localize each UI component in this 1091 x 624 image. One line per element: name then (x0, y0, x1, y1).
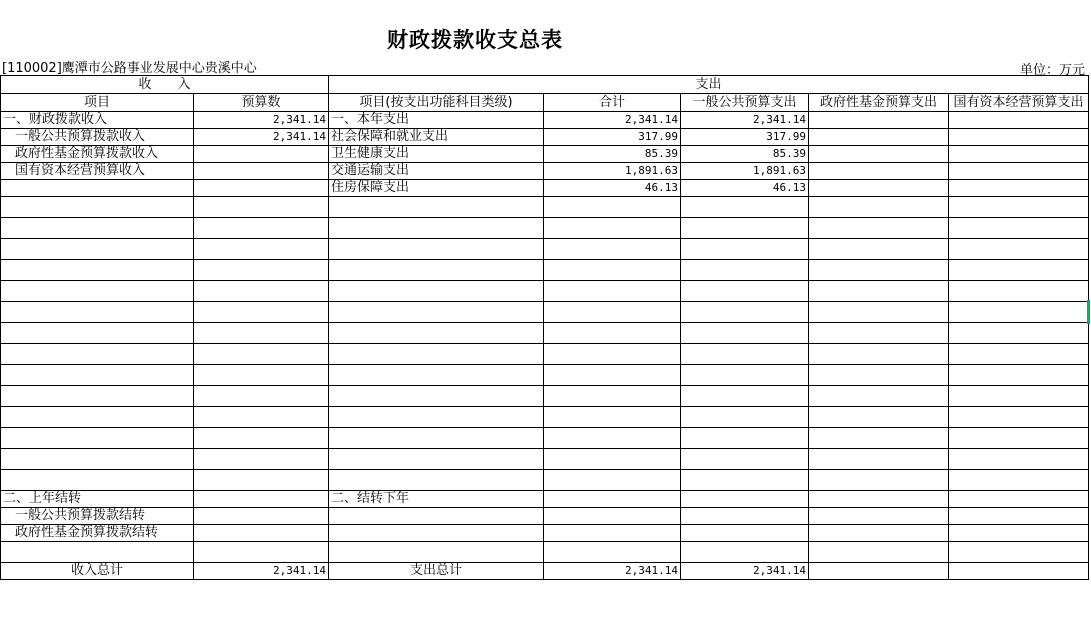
empty-row (1, 407, 1089, 428)
empty-cell[interactable] (809, 542, 949, 563)
cell-expense-item[interactable]: 社会保障和就业支出 (329, 129, 544, 146)
empty-cell[interactable] (1, 197, 194, 218)
empty-cell[interactable] (544, 218, 681, 239)
empty-cell[interactable] (809, 449, 949, 470)
empty-cell[interactable] (949, 239, 1089, 260)
empty-cell[interactable] (949, 428, 1089, 449)
empty-cell[interactable] (949, 260, 1089, 281)
empty-cell[interactable] (949, 491, 1089, 508)
empty-cell[interactable] (949, 302, 1089, 323)
empty-cell[interactable] (681, 218, 809, 239)
empty-cell[interactable] (681, 428, 809, 449)
cell-fund[interactable] (809, 163, 949, 180)
empty-cell[interactable] (194, 470, 329, 491)
cell-fund[interactable] (809, 146, 949, 163)
empty-cell[interactable] (809, 386, 949, 407)
empty-row (1, 365, 1089, 386)
empty-row (1, 197, 1089, 218)
carry-row (1, 508, 1089, 525)
empty-cell[interactable] (544, 542, 681, 563)
col-budget[interactable]: 预算数 (194, 94, 329, 112)
cell-total[interactable]: 1,891.63 (544, 163, 681, 180)
empty-cell[interactable] (544, 470, 681, 491)
empty-cell[interactable] (681, 449, 809, 470)
empty-cell[interactable] (949, 218, 1089, 239)
empty-cell[interactable] (544, 386, 681, 407)
empty-cell[interactable] (949, 365, 1089, 386)
empty-cell[interactable] (949, 407, 1089, 428)
empty-cell[interactable] (1, 323, 194, 344)
empty-cell[interactable] (544, 239, 681, 260)
empty-cell[interactable] (681, 491, 809, 508)
empty-cell[interactable] (809, 428, 949, 449)
empty-cell[interactable] (949, 563, 1089, 580)
empty-cell[interactable] (329, 218, 544, 239)
empty-cell[interactable] (809, 281, 949, 302)
empty-cell[interactable] (544, 260, 681, 281)
empty-cell[interactable] (194, 260, 329, 281)
empty-cell[interactable] (1, 449, 194, 470)
cell-budget[interactable] (194, 180, 329, 197)
empty-cell[interactable] (329, 525, 544, 542)
empty-cell[interactable] (194, 542, 329, 563)
empty-cell[interactable] (681, 302, 809, 323)
col-exp-item[interactable]: 项目(按支出功能科目类级) (329, 94, 544, 112)
table-row (1, 129, 1089, 146)
empty-cell[interactable] (681, 508, 809, 525)
empty-cell[interactable] (544, 525, 681, 542)
cell-budget[interactable]: 2,341.14 (194, 129, 329, 146)
empty-cell[interactable] (544, 344, 681, 365)
carry-income-title[interactable]: 二、上年结转 (1, 491, 194, 508)
empty-row (1, 281, 1089, 302)
cell-income-item[interactable] (1, 180, 194, 197)
empty-row (1, 428, 1089, 449)
income-total-label[interactable]: 收入总计 (1, 563, 194, 580)
col-general[interactable]: 一般公共预算支出 (681, 94, 809, 112)
header-row-1 (1, 76, 1089, 94)
empty-cell[interactable] (194, 218, 329, 239)
empty-row (1, 344, 1089, 365)
expense-general-total[interactable]: 2,341.14 (681, 563, 809, 580)
cell-state[interactable] (949, 129, 1089, 146)
empty-cell[interactable] (194, 281, 329, 302)
empty-cell[interactable] (194, 365, 329, 386)
empty-cell[interactable] (1, 365, 194, 386)
empty-cell[interactable] (1, 470, 194, 491)
empty-cell[interactable] (194, 525, 329, 542)
empty-cell[interactable] (329, 260, 544, 281)
unit-label: 单位：万元 (1019, 63, 1085, 78)
cell-general[interactable]: 1,891.63 (681, 163, 809, 180)
empty-cell[interactable] (809, 218, 949, 239)
empty-cell[interactable] (329, 542, 544, 563)
cell-expense-item[interactable]: 卫生健康支出 (329, 146, 544, 163)
empty-row (1, 470, 1089, 491)
empty-cell[interactable] (1, 407, 194, 428)
empty-cell[interactable] (329, 281, 544, 302)
cell-state[interactable] (949, 163, 1089, 180)
empty-cell[interactable] (809, 344, 949, 365)
carry-income-item[interactable]: 政府性基金预算拨款结转 (1, 525, 194, 542)
empty-cell[interactable] (544, 508, 681, 525)
cell-income-item[interactable]: 政府性基金预算拨款收入 (1, 146, 194, 163)
cell-total[interactable]: 46.13 (544, 180, 681, 197)
empty-cell[interactable] (544, 428, 681, 449)
cell-state[interactable] (949, 180, 1089, 197)
finance-table (0, 75, 1089, 580)
empty-cell[interactable] (681, 197, 809, 218)
cell-state[interactable] (949, 112, 1089, 129)
empty-cell[interactable] (1, 386, 194, 407)
col-fund[interactable]: 政府性基金预算支出 (809, 94, 949, 112)
empty-cell[interactable] (1, 542, 194, 563)
cell-income-item[interactable]: 一般公共预算拨款收入 (1, 129, 194, 146)
empty-cell[interactable] (194, 302, 329, 323)
empty-cell[interactable] (949, 470, 1089, 491)
cell-budget[interactable]: 2,341.14 (194, 112, 329, 129)
table-row (1, 146, 1089, 163)
empty-cell[interactable] (681, 525, 809, 542)
empty-cell[interactable] (194, 428, 329, 449)
empty-cell[interactable] (544, 302, 681, 323)
empty-cell[interactable] (1, 344, 194, 365)
empty-cell[interactable] (681, 407, 809, 428)
empty-cell[interactable] (329, 302, 544, 323)
carry-row (1, 525, 1089, 542)
table-row (1, 180, 1089, 197)
empty-cell[interactable] (949, 449, 1089, 470)
empty-cell[interactable] (681, 386, 809, 407)
empty-cell[interactable] (949, 344, 1089, 365)
empty-cell[interactable] (949, 197, 1089, 218)
empty-cell[interactable] (194, 508, 329, 525)
cell-state[interactable] (949, 146, 1089, 163)
empty-cell[interactable] (681, 365, 809, 386)
empty-cell[interactable] (1, 239, 194, 260)
empty-cell[interactable] (194, 344, 329, 365)
empty-cell[interactable] (544, 197, 681, 218)
empty-cell[interactable] (809, 323, 949, 344)
cell-general[interactable]: 46.13 (681, 180, 809, 197)
carry-row (1, 491, 1089, 508)
carry-income-item[interactable]: 一般公共预算拨款结转 (1, 508, 194, 525)
cell-general[interactable]: 317.99 (681, 129, 809, 146)
empty-cell[interactable] (544, 323, 681, 344)
expense-total-label[interactable]: 支出总计 (329, 563, 544, 580)
empty-cell[interactable] (949, 525, 1089, 542)
empty-cell[interactable] (809, 239, 949, 260)
empty-cell[interactable] (681, 239, 809, 260)
cell-expense-item[interactable]: 一、本年支出 (329, 112, 544, 129)
empty-row (1, 218, 1089, 239)
empty-cell[interactable] (194, 239, 329, 260)
empty-row (1, 302, 1089, 323)
empty-cell[interactable] (329, 239, 544, 260)
cell-fund[interactable] (809, 129, 949, 146)
empty-row (1, 260, 1089, 281)
empty-cell[interactable] (681, 281, 809, 302)
table-row (1, 112, 1089, 129)
empty-cell[interactable] (329, 407, 544, 428)
cell-expense-item[interactable]: 住房保障支出 (329, 180, 544, 197)
empty-cell[interactable] (329, 323, 544, 344)
empty-row (1, 386, 1089, 407)
empty-cell[interactable] (194, 407, 329, 428)
cell-expense-item[interactable]: 交通运输支出 (329, 163, 544, 180)
empty-cell[interactable] (949, 508, 1089, 525)
empty-row (1, 449, 1089, 470)
empty-cell[interactable] (809, 470, 949, 491)
selection-handle[interactable] (1087, 300, 1090, 324)
cell-total[interactable]: 85.39 (544, 146, 681, 163)
cell-budget[interactable] (194, 146, 329, 163)
empty-cell[interactable] (194, 323, 329, 344)
empty-cell[interactable] (1, 428, 194, 449)
empty-cell[interactable] (809, 525, 949, 542)
empty-cell[interactable] (681, 470, 809, 491)
empty-cell[interactable] (809, 491, 949, 508)
empty-cell[interactable] (1, 260, 194, 281)
empty-cell[interactable] (194, 197, 329, 218)
empty-cell[interactable] (329, 428, 544, 449)
organization-label: [110002]鹰潭市公路事业发展中心贵溪中心 (2, 61, 257, 76)
empty-cell[interactable] (329, 386, 544, 407)
empty-cell[interactable] (544, 491, 681, 508)
cell-income-item[interactable]: 一、财政拨款收入 (1, 112, 194, 129)
cell-income-item[interactable]: 国有资本经营预算收入 (1, 163, 194, 180)
empty-cell[interactable] (329, 508, 544, 525)
col-total[interactable]: 合计 (544, 94, 681, 112)
empty-cell[interactable] (949, 386, 1089, 407)
income-header[interactable]: 收 入 (1, 76, 329, 94)
cell-general[interactable]: 2,341.14 (681, 112, 809, 129)
empty-cell[interactable] (544, 407, 681, 428)
empty-row (1, 542, 1089, 563)
report-title: 财政拨款收支总表 (387, 27, 563, 52)
empty-cell[interactable] (949, 323, 1089, 344)
expense-header[interactable]: 支出 (329, 76, 1089, 94)
empty-cell[interactable] (329, 197, 544, 218)
cell-total[interactable]: 2,341.14 (544, 112, 681, 129)
empty-cell[interactable] (809, 563, 949, 580)
empty-cell[interactable] (194, 491, 329, 508)
empty-cell[interactable] (809, 302, 949, 323)
empty-cell[interactable] (194, 449, 329, 470)
cell-fund[interactable] (809, 180, 949, 197)
empty-cell[interactable] (681, 323, 809, 344)
col-item[interactable]: 项目 (1, 94, 194, 112)
cell-total[interactable]: 317.99 (544, 129, 681, 146)
empty-cell[interactable] (681, 542, 809, 563)
totals-row (1, 563, 1089, 580)
expense-total-value[interactable]: 2,341.14 (544, 563, 681, 580)
empty-row (1, 323, 1089, 344)
empty-cell[interactable] (809, 260, 949, 281)
empty-cell[interactable] (329, 470, 544, 491)
cell-general[interactable]: 85.39 (681, 146, 809, 163)
empty-cell[interactable] (949, 281, 1089, 302)
empty-cell[interactable] (544, 449, 681, 470)
empty-cell[interactable] (949, 542, 1089, 563)
empty-cell[interactable] (329, 344, 544, 365)
empty-cell[interactable] (809, 508, 949, 525)
empty-cell[interactable] (1, 281, 194, 302)
empty-cell[interactable] (681, 260, 809, 281)
empty-cell[interactable] (1, 302, 194, 323)
income-total-value[interactable]: 2,341.14 (194, 563, 329, 580)
col-state[interactable]: 国有资本经营预算支出 (949, 94, 1089, 112)
empty-cell[interactable] (809, 407, 949, 428)
empty-row (1, 239, 1089, 260)
empty-cell[interactable] (329, 449, 544, 470)
empty-cell[interactable] (194, 386, 329, 407)
empty-cell[interactable] (1, 218, 194, 239)
cell-fund[interactable] (809, 112, 949, 129)
empty-cell[interactable] (809, 365, 949, 386)
table-row (1, 163, 1089, 180)
empty-cell[interactable] (544, 281, 681, 302)
empty-cell[interactable] (809, 197, 949, 218)
cell-budget[interactable] (194, 163, 329, 180)
empty-cell[interactable] (681, 344, 809, 365)
header-row-2 (1, 94, 1089, 112)
empty-cell[interactable] (544, 365, 681, 386)
carry-expense-title[interactable]: 二、结转下年 (329, 491, 544, 508)
empty-cell[interactable] (329, 365, 544, 386)
